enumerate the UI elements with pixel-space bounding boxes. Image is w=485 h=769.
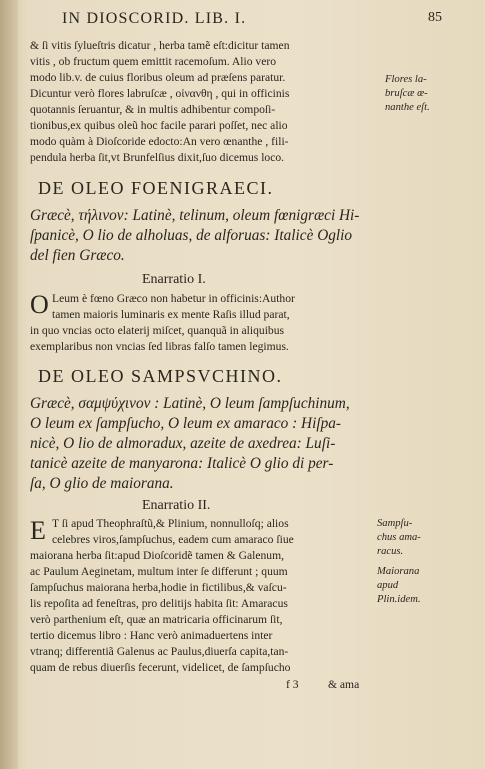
synonyms-line: Græcè, τήλινον: Latinè, telinum, oleum fœnigræci Hi- <box>30 207 360 224</box>
text-line: modo lib.v. de cuius floribus oleum ad præſens paratur. <box>30 71 286 84</box>
margin-note-line: chus ama- <box>377 532 421 543</box>
running-head <box>62 10 442 30</box>
catchword: & ama <box>328 678 360 691</box>
text-line: verò parthenium eſt, quæ an matricaria officinarum ſit, <box>30 613 283 626</box>
text-line: lis repoſita ad feneſtras, pro delitijs habita ſit: Amaracus <box>30 597 288 610</box>
synonyms-line: del fien Græco. <box>30 247 125 264</box>
margin-note-line: nanthe eſt. <box>385 102 430 113</box>
running-head-title: IN DIOSCORID. LIB. I. <box>62 10 247 27</box>
section-heading: DE OLEO FOENIGRAECI. <box>38 178 274 198</box>
text-line: vitis , ob fructum quem emittit racemoſum. Alio vero <box>30 55 276 68</box>
text-line: ac Paulum Aeginetam, multum inter ſe differunt ; quum <box>30 565 288 578</box>
text-line: ſampſuchus maiorana herba,hodie in fictilibus,& vaſcu- <box>30 581 287 594</box>
text-line: quam de rebus diuerſis fecerunt, videlicet, de ſampſucho <box>30 661 291 674</box>
section-heading: DE OLEO SAMPSVCHINO. <box>38 366 283 386</box>
text-line: maiorana herba ſit:apud Dioſcoridẽ tamen & Galenum, <box>30 549 285 562</box>
text-line: tionibus,ex quibus oleũ hoc facile parari poſſet, nec alio <box>30 119 288 132</box>
text-line: pendula herba ſit,vt Brunfelſius dixit,ſuo dicemus loco. <box>30 151 285 164</box>
text-line: & ſi vitis ſylueſtris dicatur , herba tamẽ eſt:dicitur tamen <box>30 39 290 52</box>
text-line: modo quàm à Dioſcoride edocto:An vero œnanthe , fili- <box>30 135 289 148</box>
synonyms-line: O leum ex ſampſucho, O leum ex amaraco : Hiſpa- <box>30 415 341 432</box>
enarratio-heading: Enarratio I. <box>142 272 206 287</box>
synonyms-line: Græcè, σαμψύχινον : Latinè, O leum ſampſuchinum, <box>30 395 350 412</box>
text-line: celebres viros,ſampſuchus, eadem cum amaraco ſiue <box>52 533 294 546</box>
synonyms-line: ſa, O glio de maiorana. <box>30 475 174 492</box>
page-number: 85 <box>428 10 442 25</box>
drop-cap: E <box>30 516 46 545</box>
margin-note-line: bruſcæ œ- <box>385 88 428 99</box>
margin-note-line: Flores la- <box>385 74 427 85</box>
text-line: in quo vncias octo elaterij miſcet, quanquã in aliquibus <box>30 324 285 337</box>
text-line: T ſi apud Theophraſtũ,& Plinium, nonnulloſq; alios <box>52 517 289 530</box>
synonyms-line: ſpanicè, O lio de alholuas, de alforuas: Italicè Oglio <box>30 227 353 244</box>
text-line: quotannis ſeruantur, & in multis adhibentur compoſi- <box>30 103 276 116</box>
signature-mark: f 3 <box>286 678 299 691</box>
margin-note-line: Maiorana <box>377 566 420 577</box>
synonyms-line: tanicè azeite de manyarona: Italicè O glio di per- <box>30 455 334 472</box>
text-line: tamen maioris luminaris ex mente Raſis illud parat, <box>52 308 290 321</box>
margin-note-line: Sampſu- <box>377 518 413 529</box>
text-line: Leum è fœno Græco non habetur in officinis:Author <box>52 292 295 305</box>
enarratio-heading: Enarratio II. <box>142 498 211 513</box>
text-line: vtranq; differentiã Galenus ac Paulus,diuerſa capita,tan- <box>30 645 289 658</box>
page-gutter <box>0 0 18 769</box>
text-line: exemplaribus non vncias ſed libras falſo tamen legimus. <box>30 340 289 353</box>
drop-cap: O <box>30 290 49 319</box>
synonyms-line: nicè, O lio de almoradux, azeite de axedrea: Luſi- <box>30 435 336 452</box>
margin-note-line: Plin.idem. <box>377 594 421 605</box>
text-line: Dicuntur verò flores labruſcæ , οἰνανθη , qui in officinis <box>30 87 290 100</box>
margin-note-line: apud <box>377 580 399 591</box>
text-line: tertio dicemus libro : Hanc verò animaduertens inter <box>30 629 273 642</box>
margin-note-line: racus. <box>377 546 404 557</box>
